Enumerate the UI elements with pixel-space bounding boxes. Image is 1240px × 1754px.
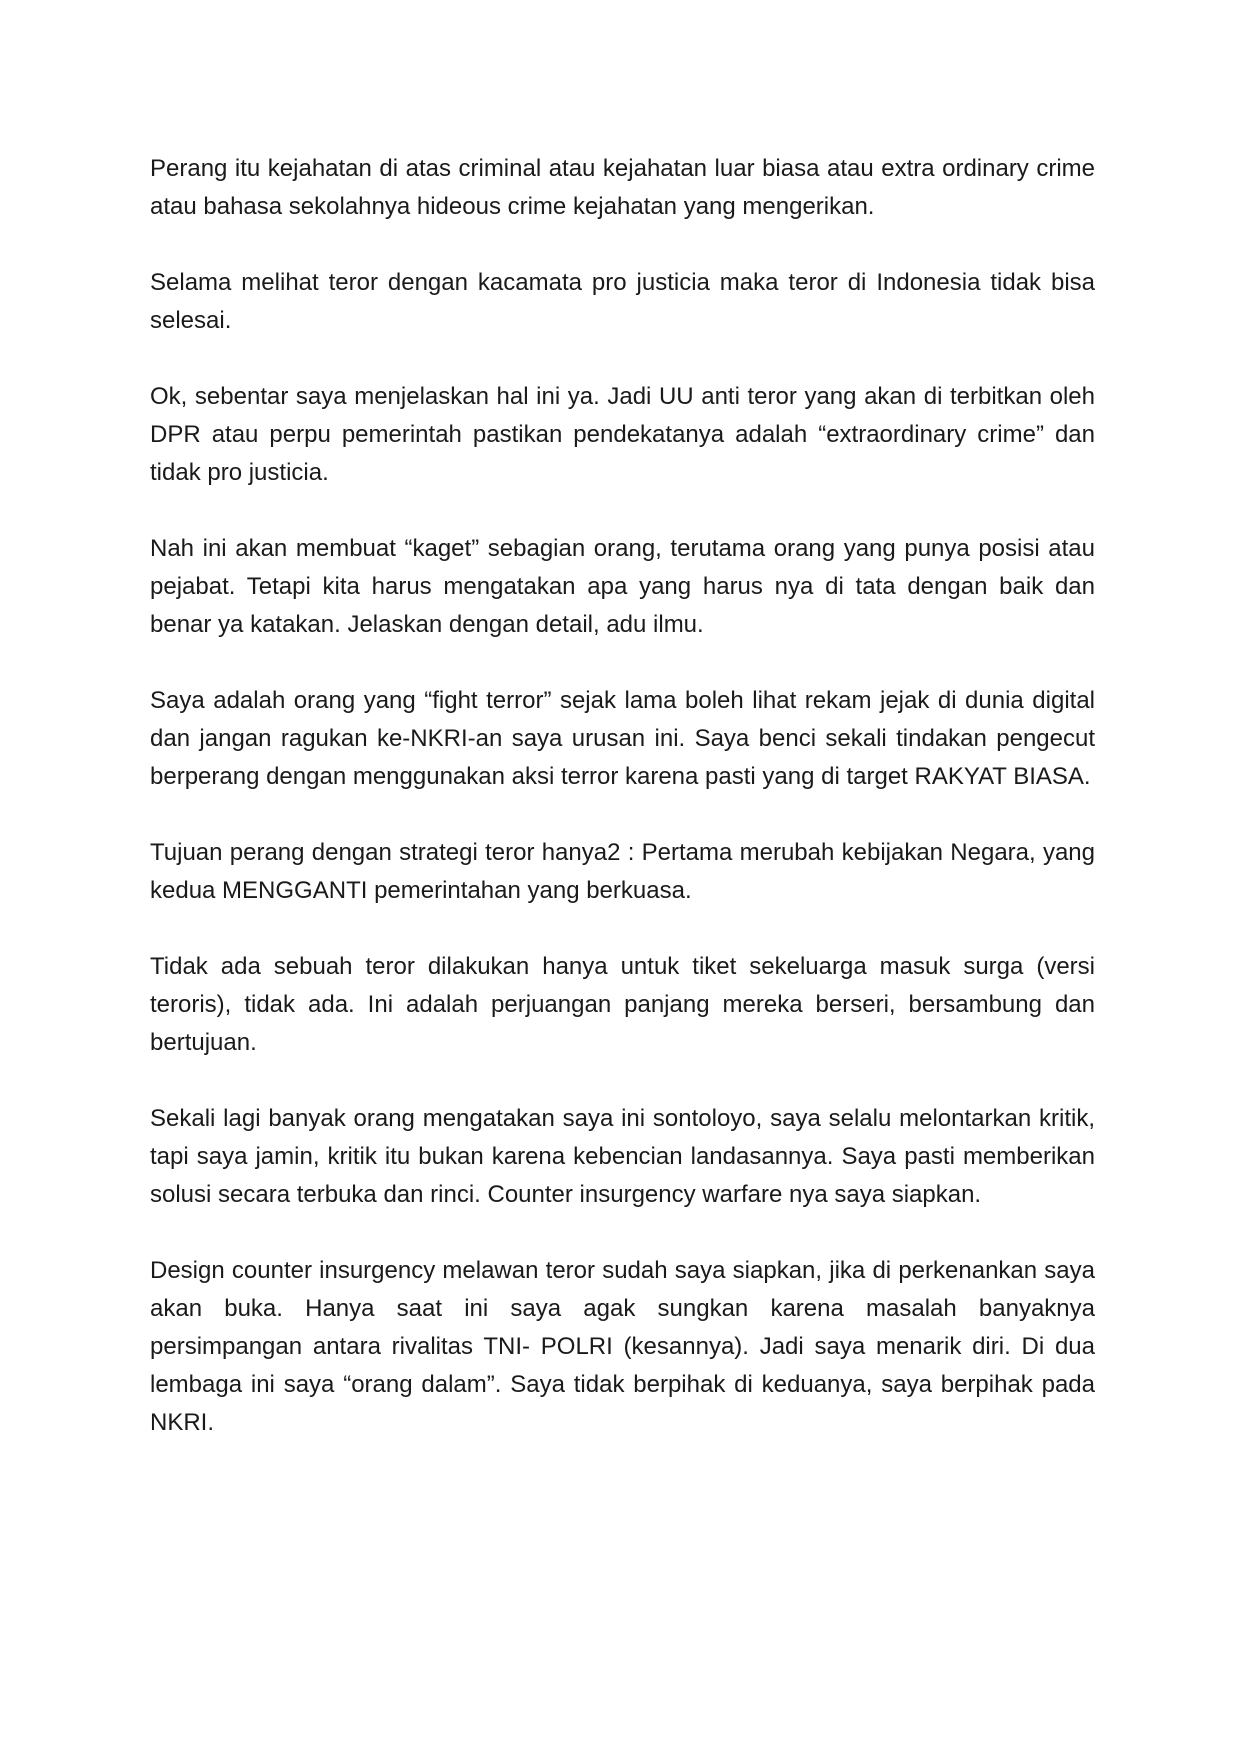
paragraph-1: Perang itu kejahatan di atas criminal atau kejahatan luar biasa atau extra ordinary crime atau bahasa sekolahnya hideous crime kejahatan yang mengerikan. — [150, 155, 1095, 220]
paragraph-3: Ok, sebentar saya menjelaskan hal ini ya. Jadi UU anti teror yang akan di terbitkan oleh DPR atau perpu pemerintah pastikan pendekatanya adalah “extraordinary crime” dan tidak pro justicia. — [150, 383, 1095, 486]
paragraph-8: Sekali lagi banyak orang mengatakan saya ini sontoloyo, saya selalu melontarkan kritik, tapi saya jamin, kritik itu bukan karena kebencian landasannya. Saya pasti memberikan solusi secara terbuka dan rinci. Counter insurgency warfare nya saya siapkan. — [150, 1105, 1095, 1208]
document-body — [150, 150, 1095, 1480]
paragraph-4: Nah ini akan membuat “kaget” sebagian orang, terutama orang yang punya posisi atau pejabat. Tetapi kita harus mengatakan apa yang harus nya di tata dengan baik dan benar ya katakan. Jelaskan dengan detail, adu ilmu. — [150, 535, 1095, 638]
paragraph-7: Tidak ada sebuah teror dilakukan hanya untuk tiket sekeluarga masuk surga (versi teroris), tidak ada. Ini adalah perjuangan panjang mereka berseri, bersambung dan bertujuan. — [150, 953, 1095, 1056]
paragraph-9: Design counter insurgency melawan teror sudah saya siapkan, jika di perkenankan saya akan buka. Hanya saat ini saya agak sungkan karena masalah banyaknya persimpangan antara rivalitas TNI- POLRI (kesannya). Jadi saya menarik diri. Di dua lembaga ini saya “orang dalam”. Saya tidak berpihak di keduanya, saya berpihak pada NKRI. — [150, 1257, 1095, 1436]
paragraph-5: Saya adalah orang yang “fight terror” sejak lama boleh lihat rekam jejak di dunia digital dan jangan ragukan ke-NKRI-an saya urusan ini. Saya benci sekali tindakan pengecut berperang dengan menggunakan aksi terror karena pasti yang di target RAKYAT BIASA. — [150, 687, 1095, 790]
paragraph-6: Tujuan perang dengan strategi teror hanya2 : Pertama merubah kebijakan Negara, yang kedua MENGGANTI pemerintahan yang berkuasa. — [150, 839, 1095, 904]
paragraph-2: Selama melihat teror dengan kacamata pro justicia maka teror di Indonesia tidak bisa selesai. — [150, 269, 1095, 334]
